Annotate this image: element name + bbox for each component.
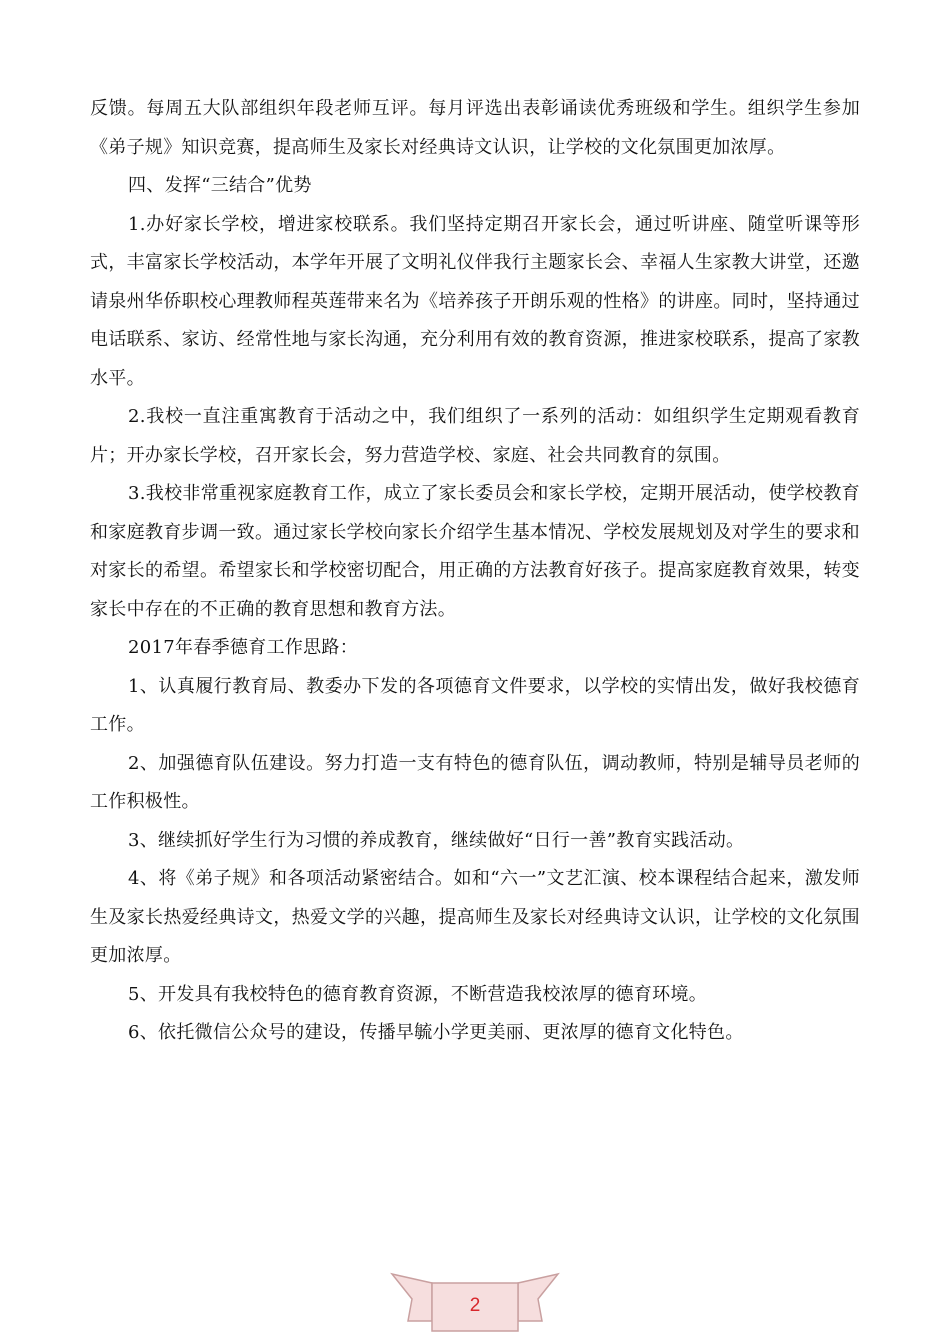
plan-item-3: 3、继续抓好学生行为习惯的养成教育，继续做好“日行一善”教育实践活动。 [128, 829, 745, 851]
plan-item-2: 2、加强德育队伍建设。努力打造一支有特色的德育队伍，调动教师，特别是辅导员老师的工作积极性。 [90, 752, 860, 812]
page-number: 2 [469, 1295, 481, 1316]
plan-item-6: 6、依托微信公众号的建设，传播早毓小学更美丽、更浓厚的德育文化特色。 [128, 1022, 744, 1043]
plan-item-4: 4、将《弟子规》和各项活动紧密结合。如和“六一”文艺汇演、校本课程结合起来，激发师生及家长热爱经典诗文，热爱文学的兴趣，提高师生及家长对经典诗文认识，让学校的文化氛围更加浓厚。 [90, 868, 860, 966]
document-body [90, 90, 860, 1053]
page-number-ribbon [390, 1271, 560, 1337]
section-heading-three-combination: 四、发挥“三结合”优势 [128, 175, 312, 196]
paragraph-activities: 2.我校一直注重寓教育于活动之中，我们组织了一系列的活动：如组织学生定期观看教育片；开办家长学校，召开家长会，努力营造学校、家庭、社会共同教育的氛围。 [90, 406, 860, 466]
ribbon-right-tail [518, 1274, 558, 1321]
plan-heading-2017-spring: 2017年春季德育工作思路： [128, 637, 359, 658]
paragraph-family-education: 3.我校非常重视家庭教育工作，成立了家长委员会和家长学校，定期开展活动，使学校教育和家庭教育步调一致。通过家长学校向家长介绍学生基本情况、学校发展规划及对学生的要求和对家长的希望。希望家长和学校密切配合，用正确的方法教育好孩子。提高家庭教育效果，转变家长中存在的不正确的教育思想和教育方法。 [90, 483, 860, 620]
paragraph-continuation: 反馈。每周五大队部组织年段老师互评。每月评选出表彰诵读优秀班级和学生。组织学生参加《弟子规》知识竞赛，提高师生及家长对经典诗文认识，让学校的文化氛围更加浓厚。 [90, 98, 860, 158]
plan-item-5: 5、开发具有我校特色的德育教育资源，不断营造我校浓厚的德育环境。 [128, 983, 708, 1005]
ribbon-left-tail [392, 1274, 432, 1321]
paragraph-parent-school: 1.办好家长学校，增进家校联系。我们坚持定期召开家长会，通过听讲座、随堂听课等形式，丰富家长学校活动，本学年开展了文明礼仪伴我行主题家长会、幸福人生家教大讲堂，还邀请泉州华侨职校心理教师程英莲带来名为《培养孩子开朗乐观的性格》的讲座。同时，坚持通过电话联系、家访、经常性地与家长沟通，充分利用有效的教育资源，推进家校联系，提高了家教水平。 [90, 213, 860, 389]
plan-item-1: 1、认真履行教育局、教委办下发的各项德育文件要求，以学校的实情出发，做好我校德育工作。 [90, 675, 860, 735]
